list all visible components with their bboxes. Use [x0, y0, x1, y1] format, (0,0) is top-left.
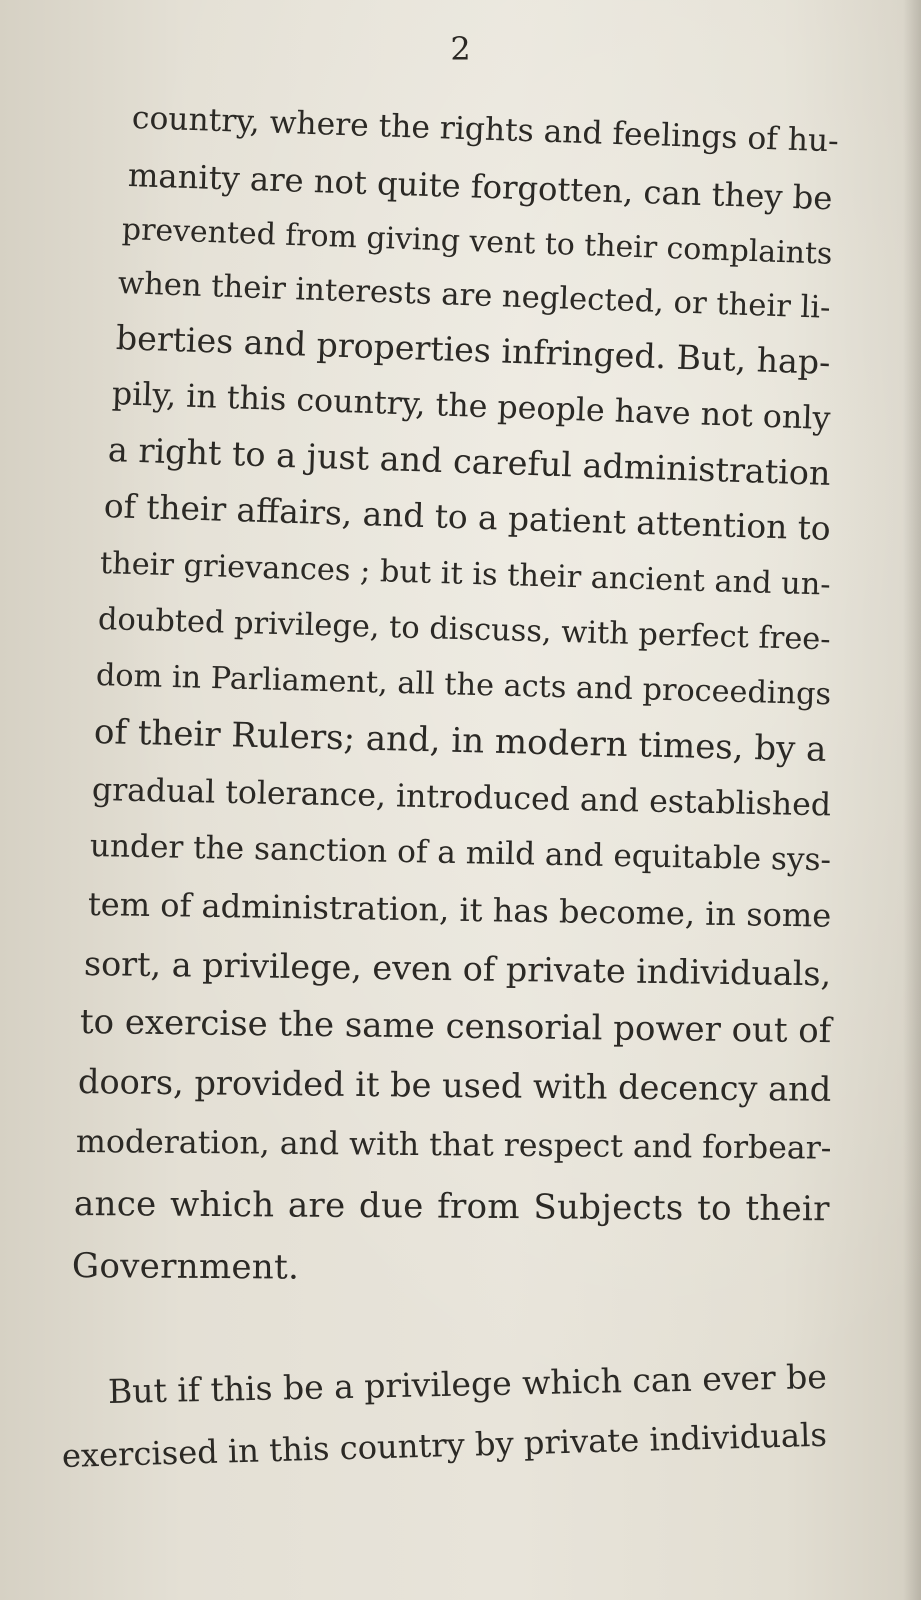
text-line: sort, a privilege, even of private individuals,	[83, 944, 832, 994]
text-line: a right to a just and careful administration	[107, 430, 832, 493]
text-line: tem of administration, it has become, in some	[87, 885, 832, 935]
text-line: berties and properties infringed. But, hap-	[115, 318, 831, 382]
text-line: dom in Parliament, all the acts and proceedings	[95, 658, 832, 713]
text-line: under the sanction of a mild and equitable sys-	[89, 828, 832, 879]
text-line: gradual tolerance, introduced and established	[91, 772, 832, 824]
page-number: 2	[450, 30, 471, 68]
text-line: to exercise the same censorial power out of	[79, 1002, 832, 1052]
text-line: doubted privilege, to discuss, with perfect free-	[97, 602, 832, 658]
text-line: manity are not quite forgotten, can they be	[127, 156, 834, 218]
text-line: moderation, and with that respect and forbear-	[75, 1124, 832, 1167]
text-line: when their interests are neglected, or their li-	[117, 266, 831, 326]
text-line: of their Rulers; and, in modern times, by a	[93, 712, 827, 770]
text-line: But if this be a privilege which can ever be	[107, 1356, 828, 1411]
text-line: exercised in this country by private individuals	[61, 1415, 828, 1475]
text-line: pily, in this country, the people have not only	[111, 376, 831, 438]
text-line: Government.	[71, 1246, 300, 1288]
text-line: doors, provided it be used with decency and	[77, 1062, 832, 1109]
text-line: of their affairs, and to a patient attention to	[103, 487, 832, 548]
text-line: ance which are due from Subjects to their	[73, 1184, 830, 1230]
text-line: country, where the rights and feelings of hu-	[131, 100, 840, 160]
text-line: prevented from giving vent to their complaints	[121, 212, 833, 272]
text-line: their grievances ; but it is their ancient and un-	[99, 546, 832, 603]
